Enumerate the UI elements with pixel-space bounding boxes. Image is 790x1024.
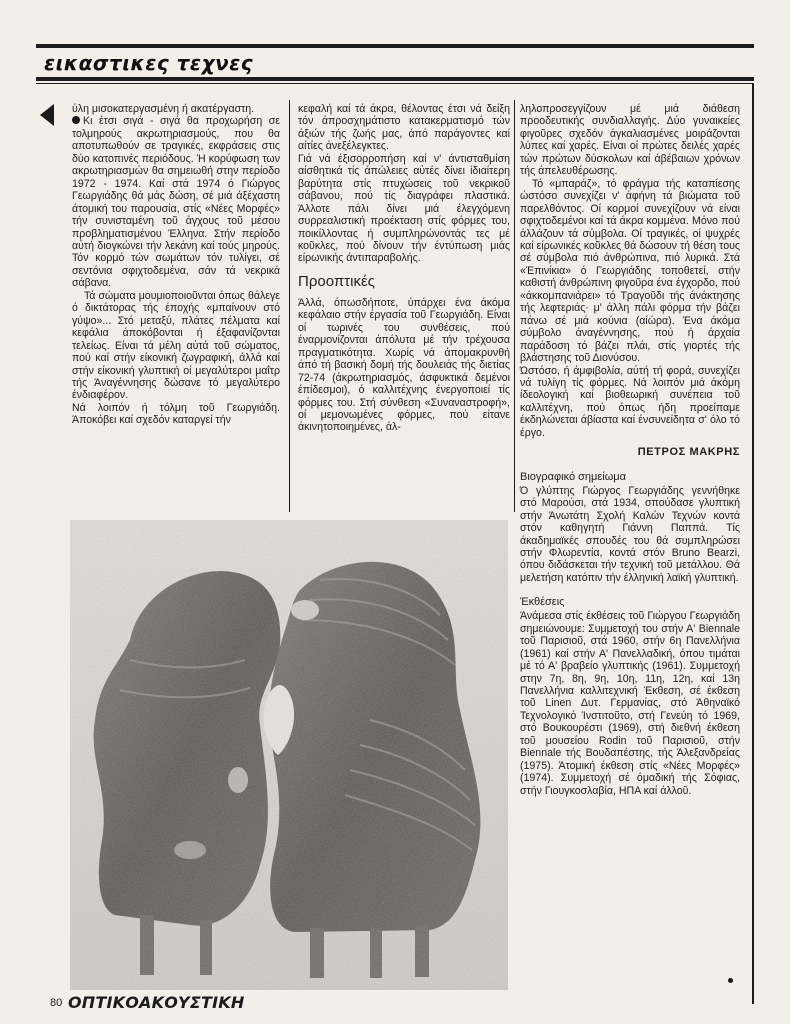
- paragraph: ληλοπροσεγγίζουν μέ μιά διάθεση προοδευτικής συνδιαλλαγής. Δύο γυναικείες φιγοῦρες σχεδόν άγκαλιασμένες μοιράζονται λύπες καί χαρές. Είναι οί πρώτες δειλές χαρές τών πρώτων δύσκολων καί άβέβαιων χρόνων τής άπελευθέρωσης.: [520, 103, 740, 178]
- paragraph: Τά σώματα μουμιοποιοῦνται όπως θάλεγε ό δικτάτορας τής έποχής «μπαίνουν στό γύψο»... Στό μεταξύ, πλάτες πέλματα καί κεφάλια άποκόβονται ή έξαφανίζονται τελείως. Είναι τά μέλη αὐτά τοῦ σώματος, πού καί στήν είκονική ζωγραφική, άλλά καί στήν είκονική γλυπτική οί μεγαλύτεροι μαΐτρ τής Άναγέννησης δώσανε τό μεγαλύτερο ένδιαφέρον.: [72, 289, 280, 402]
- magazine-logo: ΟΠΤΙΚΟΑΚΟΥΣΤΙΚΗ: [68, 993, 245, 1012]
- bio-heading: Βιογραφικό σημείωμα: [520, 470, 627, 483]
- paragraph: [72, 115, 280, 289]
- column-divider-2: [514, 100, 515, 512]
- header-rule-bottom: [36, 77, 754, 81]
- exhibitions-heading: Έκθέσεις: [520, 596, 565, 609]
- continued-arrow-icon: [40, 104, 54, 126]
- paragraph: Ώστόσο, ή άμφιβολία, αὐτή τή φορά, συνεχίζει νά τυλίγη τίς φόρμες. Νά λοιπόν μιά άκόμη ίδεολογική καί βιοθεωρική συνέπεια τοῦ καλλιτέχνη, πού όπως ήδη προείπαμε έκδηλώνεται άβίαστα καί ένσυνείδητα σ' όλο τό έργο.: [520, 364, 740, 439]
- right-border-rule: [752, 84, 754, 1004]
- sculpture-photo: [70, 520, 508, 990]
- article-column-1: [72, 103, 280, 427]
- header-rule-thin: [36, 83, 754, 84]
- paragraph: Άλλά, όπωσδήποτε, ύπάρχει ένα άκόμα κεφάλαιο στήν έργασία τοῦ Γεωργιάδη. Είναι οί τωρινές του συνθέσεις, πού έναρμονίζονται άπόλυτα μέ τήν τρέχουσα πραγματικότητα. Χωρίς νά άπομακρυνθή άπό τή βασική δομή τής δουλειάς τής διετίας 72-74 (άκρωτηριασμός, άσφυκτικά δεμένοι έπίδεσμοι), ό καλλιτέχνης ένεργοποιεί τίς φόρμες του. Στή σύνθεση «Συναναστροφή», οί μεμονωμένες φόρμες, πού είτανε άκινητοποιημένες, άλ-: [298, 296, 510, 434]
- author-signature: ΠΕΤΡΟΣ ΜΑΚΡΗΣ: [637, 446, 740, 459]
- exhibitions-paragraph: Άνάμεσα στίς έκθέσεις τοῦ Γιώργου Γεωργιάδη σημειώνουμε: Συμμετοχή του στήν Α' Biennale τοῦ Παρισιοῦ, στά 1960, στήν 6η Πανελλήνια (1961) καί στήν Α' Πανελλαδική, όπου τιμάται μέ τό Α' βραβείο γλυπτικής (1961). Συμμετοχή στην 7η, 8η, 9η, 10η, 11η, 12η, καί 13η Πανελλήνια καλλιτεχνική Έκθεση, σέ έκθεση τοῦ Linen Δυτ. Γερμανίας, στό Άθηναϊκό Τεχνολογικό Ίνστιτοῦτο, στή Γενεύη τό 1969, στό Βουκουρέστι (1969), στή διεθνή έκθεση τοῦ μουσείου Rodin τοῦ Παρισιοῦ, στήν Biennale τής Βουδαπέστης, τής Άλεξανδρείας (1975). Άτομική έκθεση στίς «Νέες Μορφές» (1974). Συμμετοχή σέ όμαδική τής Σόφιας, στήν Γιουγκοσλαβία, ΗΠΑ καί άλλοῦ.: [520, 610, 740, 797]
- paragraph: Γιά νά έξισορροπήση καί ν' άντισταθμίση αίσθητικά τίς άπώλειες αὐτές δίνει ίδιαίτερη βαρύτητα στίς πτυχώσεις τοῦ νεκρικοῦ σάβανου, πού τίς διαγράφει πλαστικά. Άλλοτε πάλι δίνει μιά έλεγχόμενη συρρεαλιστική προέκταση στίς φόρμες του, ποικίλλοντας ή συμπληρώνοντάς τες μέ κοῦκλες, πού δίνουν τήν έντύπωση μιάς είρωνικής άντιπαραβολής.: [298, 152, 510, 265]
- bullet-icon: [72, 116, 80, 124]
- column-divider-1: [289, 100, 290, 512]
- sculpture-image: [70, 520, 508, 990]
- page-number: 80: [50, 997, 63, 1009]
- paragraph: Τό «μπαράζ», τό φράγμα τής καταπίεσης ώστόσο συνεχίζει ν' άφήνη τά βιώματα τοῦ παρελθόντος. Οί κορμοί συνεχίζουν νά είναι σφιχτοδεμένοι καί τά άκρα κομμένα. Μόνο πού άλλάζουν τά σύμβολα. Οί τραγικές, οί ψυχρές καί είρωνικές κοῦκλες θά δώσουν τή θέση τους σέ σύμβολα πιό άνθρώπινα, πιό λυρικά. Στά «Έπινίκια» ό Γεωργιάδης τοποθετεί, στήν καθιστή άνθρώπινη φιγοῦρα ένα έγχορδο, πού «άκκομπανιάρει» τό Τραγοῦδι τής άνάκτησης τής λεφτεριάς· μ' άλλη πάλι φόρμα τήν βάζει πάνω σέ μιά κούνια (αίώρα). Ένα άκόμα σύμβολο άναγέννησης, πού ή άρχαία παράδοση τό βάζει πλάι, στίς γιορτές τής βλάστησης τοῦ Διονύσου.: [520, 177, 740, 365]
- bio-paragraph: Ό γλύπτης Γιώργος Γεωργιάδης γεννήθηκε στό Μαρούσι, στά 1934, σπούδασε γλυπτική στήν Άνωτάτη Σχολή Καλών Τεχνών κοντά στόν καθηγητή Γιάννη Παππά. Τίς άκαδημαϊκές σπουδές του θά συμπληρώσει στήν Φλωρεντία, κοντά στόν Bruno Bearzi, όπου διδάσκεται τήν τεχνική τοῦ μετάλλου. Θά μελετήση κατόπιν τήν έλληνική λαϊκή γλυπτική.: [520, 484, 740, 584]
- paragraph: κεφαλή καί τά άκρα, θέλοντας έτσι νά δείξη τόν άπροσχημάτιστο κατακερματισμό τών άξιών τής ζωής μας, άπό παράγοντες καί αίτίες άνεξέλεγκτες.: [298, 103, 510, 153]
- paragraph: ύλη μισοκατεργασμένη ή ακατέργαστη.: [72, 103, 255, 115]
- header-rule-top: [36, 44, 754, 48]
- article-column-3: [520, 103, 740, 797]
- subheading-prooptikes: Προοπτικές: [298, 272, 375, 290]
- paragraph: Νά λοιπόν ή τόλμη τοῦ Γεωργιάδη. Άποκόβει καί σχεδόν καταργεί τήν: [72, 401, 280, 427]
- section-title: εικαστικες τεχνες: [44, 51, 254, 75]
- paragraph-text: Κι έτσι σιγά - σιγά θα προχωρήση σε τολμηρούς ακρωτηριασμούς, που θα αποτυπωθούν σε τραγικές, εκφράσεις στις δύο κατοπινές περιόδους. Ή κορύφωση των ακρωτηριασμών θα σημειωθή στην περίοδο 1972 - 1974. Καί στά 1974 ό Γιώργος Γεωργιάδης θά μάς δώση, σέ μιά άξέχαστη άτομική του παρουσία, στίς «Νέες Μορφές» τήν συνισταμένη τοῦ άγχους τοῦ μέσου προβληματισμένου Έλληνα. Στήν περίοδο αὐτή διογκώνει τήν λεκάνη καί τούς μηρούς. Τόν κορμό τών σωμάτων τόν τυλίγει, σέ σεντόνια σφιχτοδεμένα, σάν τά νεκρικά σάβανα.: [72, 115, 280, 290]
- article-column-2: [298, 103, 510, 434]
- article-end-mark: [728, 978, 733, 983]
